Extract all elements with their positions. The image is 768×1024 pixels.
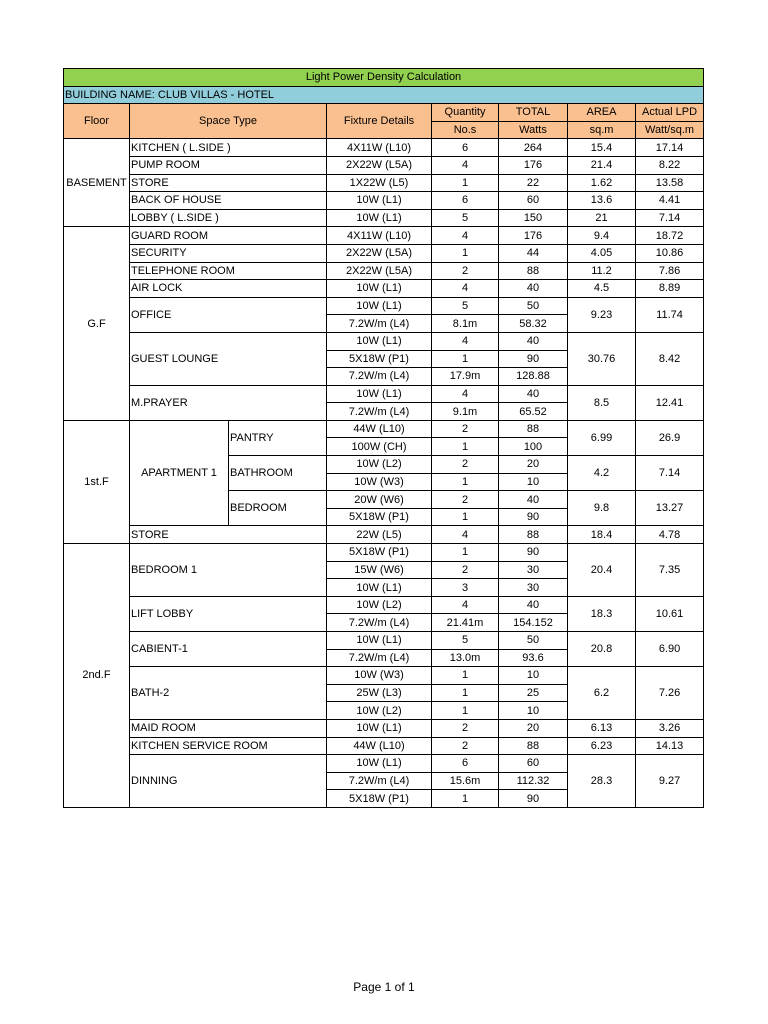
total-cell: 25 — [499, 684, 568, 702]
fixture-cell: 10W (L1) — [327, 385, 432, 403]
table-row — [64, 209, 704, 227]
qty-cell: 4 — [432, 332, 499, 350]
fixture-cell: 10W (L1) — [327, 280, 432, 298]
total-cell: 40 — [499, 596, 568, 614]
total-cell: 176 — [499, 227, 568, 245]
lpd-cell: 4.78 — [636, 526, 704, 544]
table-row — [64, 262, 704, 280]
space-name: CABIENT-1 — [130, 632, 327, 667]
table-row — [64, 755, 704, 773]
qty-cell: 6 — [432, 139, 499, 157]
lpd-cell: 14.13 — [636, 737, 704, 755]
fixture-cell: 22W (L5) — [327, 526, 432, 544]
fixture-cell: 10W (L1) — [327, 209, 432, 227]
qty-cell: 1 — [432, 244, 499, 262]
table-row — [64, 297, 704, 315]
total-cell: 128.88 — [499, 368, 568, 386]
space-name: BEDROOM — [229, 491, 327, 526]
table-row — [64, 227, 704, 245]
lpd-cell: 8.22 — [636, 156, 704, 174]
qty-cell: 3 — [432, 579, 499, 597]
total-cell: 88 — [499, 526, 568, 544]
space-name: LIFT LOBBY — [130, 596, 327, 631]
total-cell: 10 — [499, 473, 568, 491]
total-cell: 154.152 — [499, 614, 568, 632]
qty-cell: 4 — [432, 526, 499, 544]
qty-cell: 5 — [432, 209, 499, 227]
header-row — [64, 104, 704, 122]
qty-cell: 2 — [432, 719, 499, 737]
qty-cell: 2 — [432, 420, 499, 438]
area-cell: 8.5 — [568, 385, 636, 420]
total-cell: 10 — [499, 667, 568, 685]
qty-cell: 21.41m — [432, 614, 499, 632]
fixture-cell: 2X22W (L5A) — [327, 262, 432, 280]
lpd-cell: 7.86 — [636, 262, 704, 280]
header-lpd-unit: Watt/sq.m — [636, 121, 704, 139]
area-cell: 9.23 — [568, 297, 636, 332]
table-row — [64, 385, 704, 403]
qty-cell: 2 — [432, 456, 499, 474]
table-row — [64, 420, 704, 438]
qty-cell: 8.1m — [432, 315, 499, 333]
qty-cell: 2 — [432, 491, 499, 509]
lpd-cell: 13.27 — [636, 491, 704, 526]
space-name: STORE — [130, 526, 327, 544]
table-row — [64, 192, 704, 210]
space-name: DINNING — [130, 755, 327, 808]
space-name: MAID ROOM — [130, 719, 327, 737]
total-cell: 93.6 — [499, 649, 568, 667]
header-fixture: Fixture Details — [327, 104, 432, 139]
total-cell: 90 — [499, 508, 568, 526]
table-row — [64, 719, 704, 737]
qty-cell: 4 — [432, 385, 499, 403]
fixture-cell: 2X22W (L5A) — [327, 244, 432, 262]
lpd-cell: 4.41 — [636, 192, 704, 210]
total-cell: 40 — [499, 491, 568, 509]
total-cell: 20 — [499, 719, 568, 737]
fixture-cell: 10W (W3) — [327, 667, 432, 685]
fixture-cell: 7.2W/m (L4) — [327, 315, 432, 333]
qty-cell: 13.0m — [432, 649, 499, 667]
table-row — [64, 156, 704, 174]
lpd-cell: 9.27 — [636, 755, 704, 808]
qty-cell: 4 — [432, 280, 499, 298]
qty-cell: 1 — [432, 667, 499, 685]
qty-cell: 1 — [432, 544, 499, 562]
fixture-cell: 44W (L10) — [327, 420, 432, 438]
fixture-cell: 10W (L2) — [327, 596, 432, 614]
table-row — [64, 244, 704, 262]
area-cell: 30.76 — [568, 332, 636, 385]
area-cell: 1.62 — [568, 174, 636, 192]
space-name: GUEST LOUNGE — [130, 332, 327, 385]
table-row — [64, 139, 704, 157]
lpd-cell: 18.72 — [636, 227, 704, 245]
total-cell: 30 — [499, 579, 568, 597]
qty-cell: 2 — [432, 561, 499, 579]
table-row — [64, 526, 704, 544]
table-row — [64, 332, 704, 350]
qty-cell: 2 — [432, 262, 499, 280]
total-cell: 88 — [499, 262, 568, 280]
qty-cell: 1 — [432, 473, 499, 491]
fixture-cell: 4X11W (L10) — [327, 139, 432, 157]
table-row — [64, 596, 704, 614]
qty-cell: 6 — [432, 192, 499, 210]
fixture-cell: 10W (L1) — [327, 579, 432, 597]
qty-cell: 6 — [432, 755, 499, 773]
area-cell: 4.2 — [568, 456, 636, 491]
total-cell: 30 — [499, 561, 568, 579]
total-cell: 176 — [499, 156, 568, 174]
space-name: STORE — [130, 174, 327, 192]
qty-cell: 9.1m — [432, 403, 499, 421]
fixture-cell: 10W (L2) — [327, 702, 432, 720]
lpd-cell: 8.42 — [636, 332, 704, 385]
header-quantity-unit: No.s — [432, 121, 499, 139]
floor-gf: G.F — [64, 227, 130, 421]
header-lpd: Actual LPD — [636, 104, 704, 122]
fixture-cell: 20W (W6) — [327, 491, 432, 509]
total-cell: 44 — [499, 244, 568, 262]
qty-cell: 1 — [432, 350, 499, 368]
table-row — [64, 280, 704, 298]
lpd-cell: 6.90 — [636, 632, 704, 667]
lpd-cell: 3.26 — [636, 719, 704, 737]
fixture-cell: 5X18W (P1) — [327, 544, 432, 562]
qty-cell: 4 — [432, 596, 499, 614]
table-row — [64, 632, 704, 650]
fixture-cell: 5X18W (P1) — [327, 790, 432, 808]
area-cell: 4.05 — [568, 244, 636, 262]
fixture-cell: 7.2W/m (L4) — [327, 614, 432, 632]
total-cell: 112.32 — [499, 772, 568, 790]
header-total: TOTAL — [499, 104, 568, 122]
area-cell: 21.4 — [568, 156, 636, 174]
area-cell: 15.4 — [568, 139, 636, 157]
total-cell: 50 — [499, 632, 568, 650]
table-row — [64, 544, 704, 562]
qty-cell: 1 — [432, 174, 499, 192]
area-cell: 9.8 — [568, 491, 636, 526]
qty-cell: 1 — [432, 508, 499, 526]
fixture-cell: 44W (L10) — [327, 737, 432, 755]
total-cell: 58.32 — [499, 315, 568, 333]
fixture-cell: 2X22W (L5A) — [327, 156, 432, 174]
qty-cell: 4 — [432, 156, 499, 174]
fixture-cell: 10W (L1) — [327, 755, 432, 773]
floor-second: 2nd.F — [64, 544, 130, 808]
space-name: PANTRY — [229, 420, 327, 455]
floor-first: 1st.F — [64, 420, 130, 543]
total-cell: 40 — [499, 280, 568, 298]
lpd-cell: 7.14 — [636, 456, 704, 491]
space-name: BACK OF HOUSE — [130, 192, 327, 210]
fixture-cell: 25W (L3) — [327, 684, 432, 702]
qty-cell: 1 — [432, 790, 499, 808]
total-cell: 50 — [499, 297, 568, 315]
area-cell: 13.6 — [568, 192, 636, 210]
area-cell: 21 — [568, 209, 636, 227]
total-cell: 60 — [499, 755, 568, 773]
space-name: KITCHEN ( L.SIDE ) — [130, 139, 327, 157]
qty-cell: 4 — [432, 227, 499, 245]
qty-cell: 1 — [432, 438, 499, 456]
fixture-cell: 5X18W (P1) — [327, 508, 432, 526]
lpd-cell: 11.74 — [636, 297, 704, 332]
lpd-cell: 10.86 — [636, 244, 704, 262]
lpd-cell: 7.35 — [636, 544, 704, 597]
header-floor: Floor — [64, 104, 130, 139]
area-cell: 4.5 — [568, 280, 636, 298]
space-name: BATHROOM — [229, 456, 327, 491]
fixture-cell: 15W (W6) — [327, 561, 432, 579]
total-cell: 65.52 — [499, 403, 568, 421]
fixture-cell: 100W (CH) — [327, 438, 432, 456]
fixture-cell: 7.2W/m (L4) — [327, 649, 432, 667]
table-title: Light Power Density Calculation — [64, 69, 704, 87]
qty-cell: 2 — [432, 737, 499, 755]
area-cell: 6.99 — [568, 420, 636, 455]
lpd-cell: 10.61 — [636, 596, 704, 631]
lpd-table — [63, 68, 704, 808]
apartment-label: APARTMENT 1 — [130, 420, 229, 526]
header-space-type: Space Type — [130, 104, 327, 139]
header-quantity: Quantity — [432, 104, 499, 122]
total-cell: 20 — [499, 456, 568, 474]
area-cell: 18.4 — [568, 526, 636, 544]
space-name: M.PRAYER — [130, 385, 327, 420]
area-cell: 6.2 — [568, 667, 636, 720]
total-cell: 90 — [499, 350, 568, 368]
area-cell: 18.3 — [568, 596, 636, 631]
area-cell: 20.4 — [568, 544, 636, 597]
area-cell: 20.8 — [568, 632, 636, 667]
area-cell: 28.3 — [568, 755, 636, 808]
qty-cell: 17.9m — [432, 368, 499, 386]
page-number: Page 1 of 1 — [353, 980, 415, 994]
fixture-cell: 4X11W (L10) — [327, 227, 432, 245]
area-cell: 6.23 — [568, 737, 636, 755]
space-name: TELEPHONE ROOM — [130, 262, 327, 280]
space-name: PUMP ROOM — [130, 156, 327, 174]
header-area-unit: sq.m — [568, 121, 636, 139]
area-cell: 9.4 — [568, 227, 636, 245]
space-name: GUARD ROOM — [130, 227, 327, 245]
space-name: BEDROOM 1 — [130, 544, 327, 597]
fixture-cell: 10W (W3) — [327, 473, 432, 491]
qty-cell: 1 — [432, 684, 499, 702]
table-row — [64, 174, 704, 192]
qty-cell: 1 — [432, 702, 499, 720]
space-name: OFFICE — [130, 297, 327, 332]
fixture-cell: 7.2W/m (L4) — [327, 403, 432, 421]
fixture-cell: 10W (L2) — [327, 456, 432, 474]
total-cell: 90 — [499, 790, 568, 808]
space-name: SECURITY — [130, 244, 327, 262]
total-cell: 90 — [499, 544, 568, 562]
header-area: AREA — [568, 104, 636, 122]
total-cell: 40 — [499, 385, 568, 403]
lpd-cell: 8.89 — [636, 280, 704, 298]
total-cell: 100 — [499, 438, 568, 456]
total-cell: 150 — [499, 209, 568, 227]
space-name: BATH-2 — [130, 667, 327, 720]
space-name: KITCHEN SERVICE ROOM — [130, 737, 327, 755]
lpd-cell: 7.26 — [636, 667, 704, 720]
fixture-cell: 5X18W (P1) — [327, 350, 432, 368]
fixture-cell: 7.2W/m (L4) — [327, 772, 432, 790]
qty-cell: 5 — [432, 297, 499, 315]
lpd-cell: 26.9 — [636, 420, 704, 455]
fixture-cell: 10W (L1) — [327, 192, 432, 210]
floor-basement: BASEMENT — [64, 139, 130, 227]
total-cell: 10 — [499, 702, 568, 720]
total-cell: 40 — [499, 332, 568, 350]
area-cell: 6.13 — [568, 719, 636, 737]
fixture-cell: 10W (L1) — [327, 332, 432, 350]
fixture-cell: 10W (L1) — [327, 719, 432, 737]
building-name: BUILDING NAME: CLUB VILLAS - HOTEL — [64, 86, 704, 104]
fixture-cell: 10W (L1) — [327, 632, 432, 650]
fixture-cell: 1X22W (L5) — [327, 174, 432, 192]
total-cell: 88 — [499, 737, 568, 755]
lpd-cell: 12.41 — [636, 385, 704, 420]
fixture-cell: 7.2W/m (L4) — [327, 368, 432, 386]
space-name: AIR LOCK — [130, 280, 327, 298]
total-cell: 60 — [499, 192, 568, 210]
lpd-cell: 13.58 — [636, 174, 704, 192]
fixture-cell: 10W (L1) — [327, 297, 432, 315]
lpd-cell: 17.14 — [636, 139, 704, 157]
qty-cell: 15.6m — [432, 772, 499, 790]
table-row — [64, 667, 704, 685]
header-total-unit: Watts — [499, 121, 568, 139]
lpd-cell: 7.14 — [636, 209, 704, 227]
total-cell: 22 — [499, 174, 568, 192]
total-cell: 88 — [499, 420, 568, 438]
table-row — [64, 737, 704, 755]
qty-cell: 5 — [432, 632, 499, 650]
space-name: LOBBY ( L.SIDE ) — [130, 209, 327, 227]
total-cell: 264 — [499, 139, 568, 157]
area-cell: 11.2 — [568, 262, 636, 280]
